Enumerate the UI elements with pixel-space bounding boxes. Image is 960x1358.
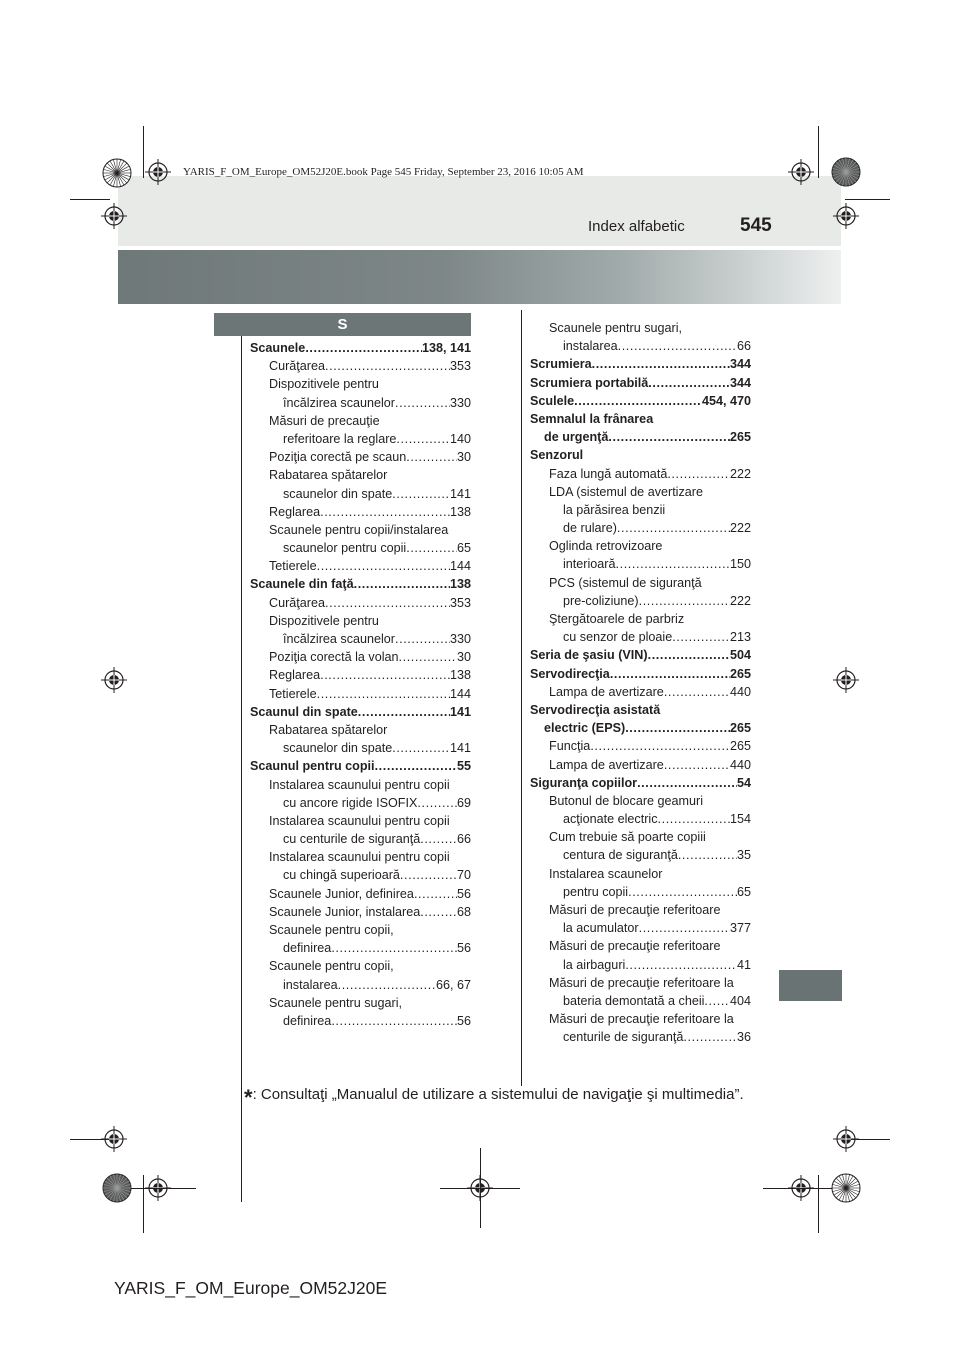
page-reference: 330 [449,395,471,410]
registration-mark-icon [833,203,859,229]
entry-text: Siguranţa copiilor [530,775,638,790]
dot-leader [616,555,730,573]
entry-text: Scaunele din faţă [250,577,354,592]
dot-leader [395,394,450,412]
dot-leader [325,594,450,612]
entry-text: pentru copii [563,884,629,899]
dot-leader [648,374,730,392]
entry-text: încălzirea scaunelor [283,632,396,646]
entry-text: referitoare la reglare [283,431,397,446]
registration-mark-icon [145,159,171,185]
dot-leader [625,956,737,974]
dot-leader [574,392,702,410]
entry-text: Curăţarea [269,359,326,374]
crop-line [70,199,110,200]
dot-leader [414,885,457,903]
entry-text: cu centurile de siguranţă [283,832,421,847]
entry-text: Scaunele pentru copii/instalarea [269,522,449,537]
entry-text: electric (EPS) [544,721,626,736]
index-entry [530,665,751,683]
index-subentry [530,574,751,610]
entry-text: Scrumiera [530,357,592,372]
index-subentry [250,957,471,993]
page-reference: 454, 470 [701,393,751,408]
entry-text: instalarea [283,977,338,992]
page-reference: 141 [449,741,471,756]
page-reference: 344 [729,357,751,372]
dot-leader [608,428,730,446]
entry-text: Instalarea scaunului pentru copii [269,813,450,828]
index-entry [250,757,471,775]
dot-leader [406,448,457,466]
page-reference: 440 [729,757,751,772]
dot-leader [320,666,450,684]
entry-text: Senzorul [530,448,584,463]
index-entry [530,410,751,446]
entry-text: Servodirecţia asistată [530,702,661,717]
page-reference: 222 [729,466,751,481]
header-gradient-band [118,250,841,304]
page-reference: 330 [449,632,471,646]
dot-leader [618,337,737,355]
entry-text: acţionate electric [563,812,658,827]
dot-leader [672,628,730,646]
dot-leader [375,757,457,775]
index-letter-heading: S [214,313,471,336]
footnote-star: * [244,1085,253,1110]
page-reference: 66 [456,832,471,847]
index-entry [530,374,751,392]
dot-leader [683,1028,737,1046]
index-subentry [250,648,471,666]
page-reference: 504 [729,648,751,663]
dot-leader [331,1012,457,1030]
page-reference: 141 [449,704,471,719]
entry-text: Instalarea scaunului pentru copii [269,777,450,792]
registration-mark-icon [101,667,127,693]
index-subentry [250,685,471,703]
dot-leader [338,976,436,994]
left-column-rule [241,336,242,1112]
entry-text: Scaunul din spate [250,704,358,719]
page-reference: 54 [736,775,751,790]
page-reference: 440 [729,684,751,699]
index-subentry [250,466,471,502]
entry-text: Scaunele pentru sugari, [549,321,683,335]
dot-leader [325,357,450,375]
crop-line [480,1148,481,1228]
page-reference: 41 [736,957,751,972]
page-reference: 144 [449,559,471,574]
entry-text: bateria demontată a cheii [563,993,705,1008]
index-subentry [250,375,471,411]
dot-leader [317,685,450,703]
entry-text: Instalarea scaunelor [549,866,663,881]
index-subentry [530,974,751,1010]
index-subentry [530,865,751,901]
dot-leader [400,866,457,884]
dot-leader [610,665,730,683]
crop-line [763,1188,839,1189]
dot-leader [617,519,730,537]
index-entry [530,355,751,373]
registration-mark-icon [101,203,127,229]
entry-text: definirea [283,941,332,956]
page-reference: 150 [729,557,751,572]
index-subentry [530,737,751,755]
entry-text: Butonul de blocare geamuri [549,793,704,808]
entry-text: Reglarea [269,668,321,683]
entry-text: Scaunele pentru copii, [269,959,394,974]
crop-line [143,1175,144,1233]
crop-line [818,126,819,178]
dot-leader [639,919,730,937]
index-subentry [250,521,471,557]
entry-text: Lampa de avertizare [549,684,664,699]
entry-text: Sculele [530,393,575,408]
entry-text: încălzirea scaunelor [283,395,396,410]
page-reference: 65 [736,884,751,899]
entry-text: la acumulator [563,921,639,936]
registration-mark-icon [101,1126,127,1152]
index-subentry [250,776,471,812]
page-reference: 69 [456,795,471,810]
entry-text: Poziţia corectă la volan [269,650,399,665]
index-entry [530,646,751,664]
page-reference: 56 [456,886,471,901]
entry-text: centurile de siguranţă [563,1030,684,1045]
index-subentry [530,937,751,973]
index-subentry [530,828,751,864]
page-reference: 344 [729,375,751,390]
page-reference: 65 [456,541,471,556]
dot-leader [667,465,730,483]
entry-text: Tetierele [269,686,317,701]
column-divider [521,310,522,1086]
crop-line [143,126,144,178]
dot-leader [664,756,730,774]
entry-text: Măsuri de precauţie referitoare [549,939,721,954]
page-reference: 265 [729,666,751,681]
index-left-column [250,339,471,1030]
entry-text: PCS (sistemul de siguranţă [549,575,702,590]
page-reference: 140 [449,431,471,446]
entry-text: Ştergătoarele de parbriz [549,612,685,626]
page-number: 545 [740,215,772,236]
page-reference: 141 [449,486,471,501]
entry-text: la airbaguri [563,957,626,972]
entry-text: Servodirecţia [530,666,610,681]
dot-leader [628,883,737,901]
entry-text: Măsuri de precauţie referitoare la [549,975,734,990]
index-subentry [250,885,471,903]
entry-text: interioară [563,557,616,572]
entry-text: instalarea [563,339,618,354]
document-id: YARIS_F_OM_Europe_OM52J20E [114,1278,388,1298]
index-subentry [530,537,751,573]
entry-text: Tetierele [269,559,317,574]
index-subentry [530,1010,751,1046]
page-reference: 35 [736,848,751,863]
entry-text: Scaunele Junior, definirea [269,886,414,901]
entry-text: scaunelor pentru copii [283,541,407,556]
dot-leader [639,592,730,610]
index-subentry [250,666,471,684]
entry-text: de rulare) [563,521,617,536]
index-entry [250,339,471,357]
footnote-text: : Consultaţi „Manualul de utilizare a sistemului de navigaţie şi multimedia”. [252,1086,744,1103]
entry-text: Cum trebuie să poarte copiii [549,830,706,845]
entry-text: Scrumiera portabilă [530,375,649,390]
index-subentry [250,448,471,466]
index-subentry [250,412,471,448]
index-subentry [250,921,471,957]
index-subentry [250,812,471,848]
section-title: Index alfabetic [588,218,685,235]
index-subentry [530,465,751,483]
entry-text: Scaunul pentru copii [250,759,375,774]
entry-text: pre-coliziune) [563,593,639,608]
page-reference: 265 [729,721,751,736]
star-target-icon [831,1173,861,1203]
index-subentry [250,357,471,375]
index-entry [530,446,751,464]
page-reference: 36 [736,1030,751,1045]
dot-leader [592,355,730,373]
dot-leader [658,810,730,828]
index-subentry [250,994,471,1030]
dot-leader [637,774,737,792]
entry-text: Rabatarea spătarelor [269,722,388,737]
dot-leader [590,737,730,755]
entry-text: la părăsirea benzii [563,502,666,517]
index-subentry [250,557,471,575]
crop-line [241,1112,242,1202]
index-subentry [530,483,751,538]
page-reference: 56 [456,1013,471,1028]
page-reference: 353 [449,359,471,374]
index-entry [530,392,751,410]
footnote [244,1085,744,1111]
dot-leader [406,539,457,557]
dot-leader [392,485,450,503]
entry-text: cu ancore rigide ISOFIX [283,795,418,810]
entry-text: Rabatarea spătarelor [269,468,388,483]
index-right-column [530,319,751,1047]
entry-text: Măsuri de precauţie referitoare [549,903,721,917]
entry-text: Curăţarea [269,595,326,610]
index-entry [530,701,751,737]
crop-line [845,199,890,200]
page-reference: 30 [456,650,471,665]
entry-text: LDA (sistemul de avertizare [549,484,703,499]
header-band [118,176,841,246]
entry-text: Scaunele pentru copii, [269,923,394,937]
dot-leader [664,683,730,701]
book-info-line: YARIS_F_OM_Europe_OM52J20E.book Page 545 Friday, September 23, 2016 10:05 AM [183,166,584,178]
entry-text: scaunelor din spate [283,741,393,756]
page-reference: 377 [729,921,751,936]
star-target-icon [831,157,861,187]
chapter-tab [779,970,842,1001]
index-subentry [530,610,751,646]
page-reference: 222 [729,521,751,536]
page-reference: 30 [456,450,471,465]
dot-leader [305,339,422,357]
page-reference: 138 [449,668,471,683]
dot-leader [331,939,457,957]
index-subentry [530,319,751,355]
index-subentry [530,756,751,774]
index-subentry [250,721,471,757]
dot-leader [420,830,457,848]
page-reference: 222 [729,593,751,608]
dot-leader [354,575,450,593]
entry-text: Scaunele pentru sugari, [269,995,403,1010]
page-reference: 144 [449,686,471,701]
entry-text: Dispozitivele pentru [269,613,379,628]
page-reference: 55 [456,759,471,774]
page-reference: 404 [729,993,751,1008]
entry-text: Scaunele [250,341,306,355]
entry-text: Instalarea scaunului pentru copii [269,850,450,865]
star-target-icon [102,1173,132,1203]
entry-text: definirea [283,1013,332,1028]
index-entry [250,575,471,593]
page-reference: 265 [729,430,751,445]
entry-text: Dispozitivele pentru [269,377,379,392]
index-subentry [250,612,471,648]
entry-text: Oglinda retrovizoare [549,539,663,554]
page-reference: 56 [456,941,471,956]
entry-text: Lampa de avertizare [549,757,664,772]
dot-leader [417,794,457,812]
index-subentry [530,683,751,701]
dot-leader [648,646,730,664]
entry-text: cu chingă superioară [283,868,400,883]
entry-text: cu senzor de ploaie [563,630,673,645]
entry-text: scaunelor din spate [283,486,393,501]
index-subentry [530,901,751,937]
page-reference: 213 [729,630,751,645]
index-subentry [250,848,471,884]
page-reference: 138 [449,504,471,519]
index-entry [530,774,751,792]
dot-leader [358,703,450,721]
dot-leader [704,992,730,1010]
entry-text: Funcţia [549,739,591,754]
index-subentry [250,594,471,612]
star-target-icon [102,158,132,188]
dot-leader [392,739,450,757]
page-reference: 66 [736,339,751,354]
dot-leader [395,630,450,648]
entry-text: Semnalul la frânarea [530,411,654,426]
registration-mark-icon [788,159,814,185]
entry-text: Măsuri de precauţie [269,413,380,428]
page-reference: 154 [729,812,751,827]
index-entry [250,703,471,721]
entry-text: Poziţia corectă pe scaun [269,450,407,465]
dot-leader [317,557,450,575]
page-reference: 138, 141 [421,341,471,355]
dot-leader [320,503,450,521]
index-subentry [250,503,471,521]
index-subentry [250,903,471,921]
page-reference: 265 [729,739,751,754]
entry-text: Seria de şasiu (VIN) [530,648,648,663]
registration-mark-icon [833,1126,859,1152]
entry-text: Reglarea [269,504,321,519]
page-reference: 66, 67 [435,977,471,992]
page-reference: 138 [449,577,471,592]
registration-mark-icon [833,667,859,693]
entry-text: centura de siguranţă [563,848,678,863]
page-reference: 68 [456,904,471,919]
page-reference: 70 [456,868,471,883]
entry-text: Faza lungă automată [549,466,668,481]
dot-leader [678,846,737,864]
index-subentry [530,792,751,828]
dot-leader [396,430,450,448]
entry-text: de urgenţă [544,430,609,445]
entry-text: Scaunele Junior, instalarea [269,904,421,919]
dot-leader [625,719,730,737]
dot-leader [420,903,457,921]
entry-text: Măsuri de precauţie referitoare la [549,1012,734,1027]
dot-leader [399,648,457,666]
page-reference: 353 [449,595,471,610]
crop-line [818,1175,819,1233]
